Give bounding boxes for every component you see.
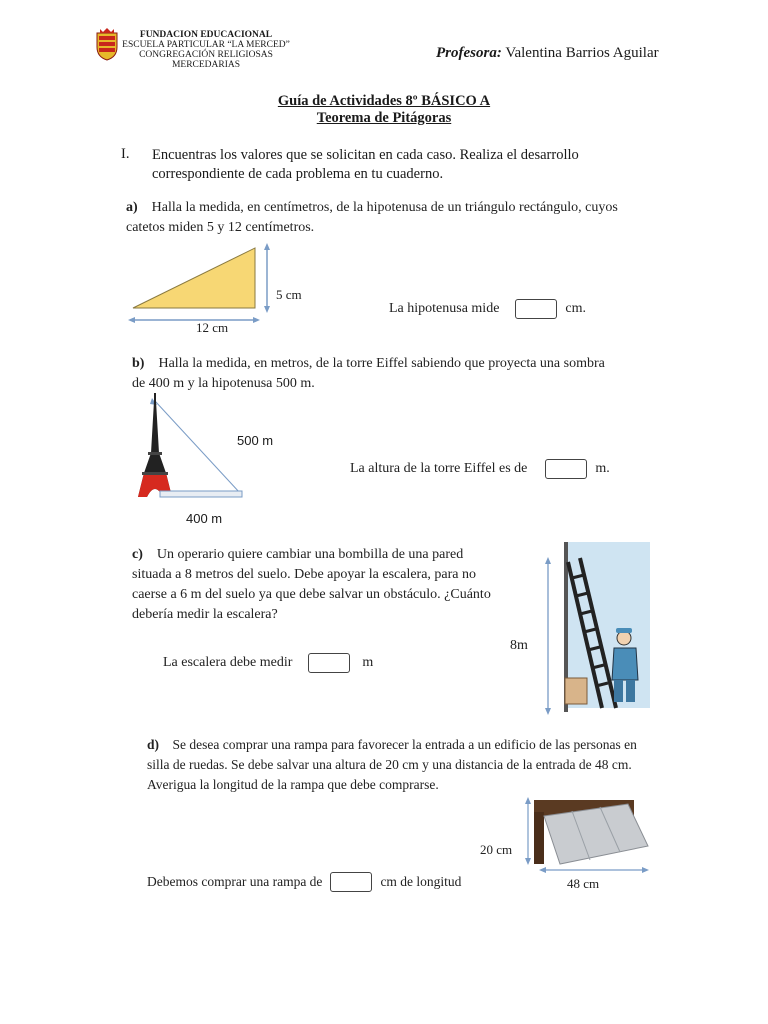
label-12cm: 12 cm bbox=[196, 320, 229, 335]
answer-text: La hipotenusa mide bbox=[389, 301, 500, 316]
label-8m: 8m bbox=[510, 638, 528, 653]
label-20cm: 20 cm bbox=[480, 842, 513, 857]
school-name bbox=[118, 30, 294, 70]
problem-a-statement bbox=[126, 198, 646, 238]
school-line: CONGREGACIÓN RELIGIOSAS bbox=[139, 50, 273, 60]
answer-unit: m. bbox=[595, 461, 610, 476]
school-line: FUNDACION EDUCACIONAL bbox=[139, 30, 273, 40]
page-subtitle: Teorema de Pitágoras bbox=[316, 110, 452, 126]
eiffel-tower-diagram bbox=[130, 393, 250, 503]
answer-text: La escalera debe medir bbox=[163, 655, 293, 670]
teacher-name: Valentina Barrios Aguilar bbox=[505, 45, 659, 61]
problem-text: Un operario quiere cambiar una bombilla de una pared situada a 8 metros del suelo. Debe apoyar la escalera, para no caerse a 6 m del suelo ya que debe salvar un obstáculo. ¿Cuánto debería medir la escalera? bbox=[132, 547, 491, 622]
answer-unit: m bbox=[362, 655, 374, 670]
answer-box-c[interactable] bbox=[308, 653, 350, 673]
label-48cm: 48 cm bbox=[567, 876, 600, 891]
school-line: MERCEDARIAS bbox=[171, 60, 241, 70]
section-instructions: Encuentras los valores que se solicitan en cada caso. Realiza el desarrollo correspondiente de cada problema en tu cuaderno. bbox=[152, 147, 579, 182]
label-500m: 500 m bbox=[237, 433, 274, 448]
ramp-diagram bbox=[520, 790, 650, 880]
problem-text: Se desea comprar una rampa para favorecer la entrada a un edificio de las personas en silla de ruedas. Se debe salvar una altura de 20 cm y una distancia de la entrada de 48 cm. Averigua la longitud de la rampa que debe comprarse. bbox=[147, 737, 637, 792]
answer-box-a[interactable] bbox=[515, 299, 557, 319]
label-400m: 400 m bbox=[186, 511, 223, 526]
teacher-info bbox=[436, 45, 659, 62]
answer-box-d[interactable] bbox=[330, 872, 372, 892]
answer-text: Debemos comprar una rampa de bbox=[147, 874, 323, 889]
answer-b bbox=[350, 459, 610, 479]
problem-text: Halla la medida, en metros, de la torre Eiffel sabiendo que proyecta una sombra de 400 m y la hipotenusa 500 m. bbox=[132, 356, 605, 391]
problem-b-statement bbox=[132, 354, 612, 394]
ladder-diagram bbox=[540, 540, 652, 716]
page-title: Guía de Actividades 8º BÁSICO A bbox=[277, 93, 491, 109]
teacher-label: Profesora: bbox=[436, 45, 502, 61]
problem-letter: a) bbox=[126, 200, 138, 215]
section-number: I. bbox=[121, 146, 130, 162]
answer-a bbox=[389, 299, 586, 319]
answer-text: La altura de la torre Eiffel es de bbox=[350, 461, 528, 476]
problem-c-statement bbox=[132, 545, 502, 625]
problem-letter: c) bbox=[132, 547, 143, 562]
triangle-diagram bbox=[125, 240, 285, 330]
label-5cm: 5 cm bbox=[276, 287, 302, 302]
answer-box-b[interactable] bbox=[545, 459, 587, 479]
answer-unit: cm de longitud bbox=[380, 874, 462, 889]
answer-d bbox=[147, 872, 461, 892]
school-crest-icon bbox=[94, 27, 120, 61]
problem-letter: b) bbox=[132, 356, 145, 371]
answer-unit: cm. bbox=[565, 301, 587, 316]
problem-letter: d) bbox=[147, 737, 160, 752]
answer-c bbox=[163, 653, 373, 673]
problem-d-statement bbox=[147, 735, 637, 795]
school-line: ESCUELA PARTICULAR “LA MERCED” bbox=[122, 40, 290, 50]
problem-text: Halla la medida, en centímetros, de la hipotenusa de un triángulo rectángulo, cuyos catetos miden 5 y 12 centímetros. bbox=[126, 200, 618, 235]
